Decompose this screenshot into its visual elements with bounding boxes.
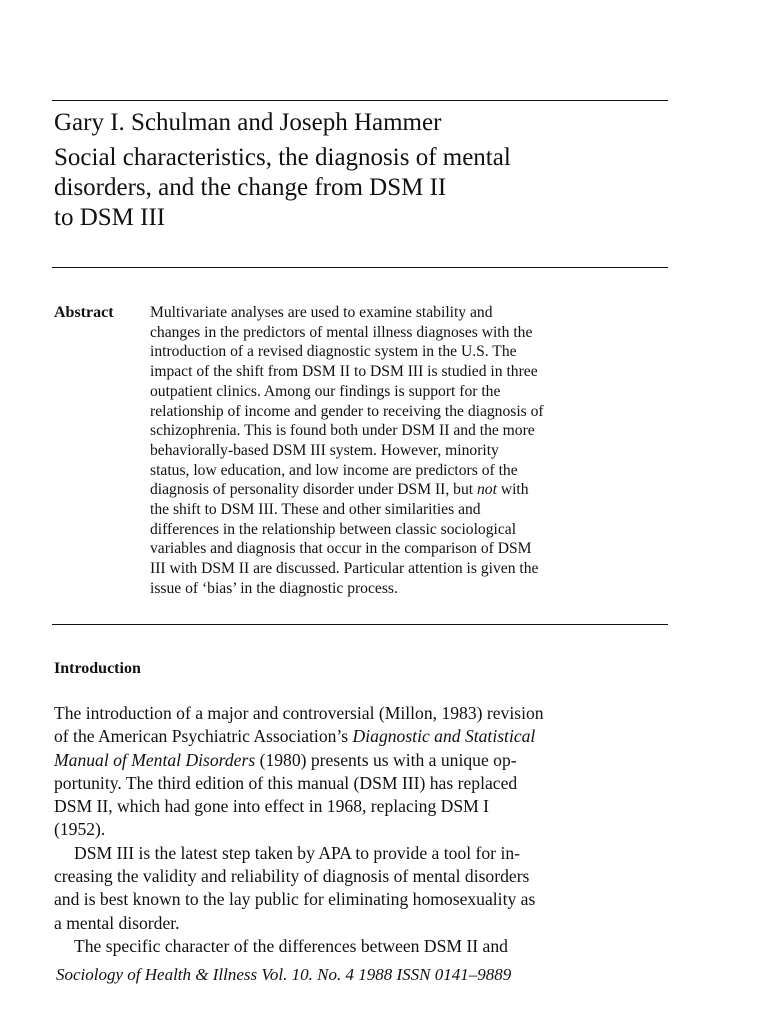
title-line: disorders, and the change from DSM II xyxy=(54,174,447,201)
abstract-line: impact of the shift from DSM II to DSM III is studied in three xyxy=(150,363,538,381)
manual-title-italic: Diagnostic and Statistical xyxy=(352,726,536,747)
abstract-line: issue of ‘bias’ in the diagnostic process. xyxy=(150,579,398,597)
abstract-text: with xyxy=(496,481,529,499)
intro-text: (1980) presents us with a unique op- xyxy=(255,749,517,770)
intro-line: The specific character of the differences between DSM II and xyxy=(74,935,508,956)
intro-line xyxy=(54,749,674,772)
intro-line: DSM II, which had gone into effect in 1968, replacing DSM I xyxy=(54,796,490,817)
abstract-body xyxy=(150,303,670,599)
intro-line: creasing the validity and reliability of diagnosis of mental disorders xyxy=(54,866,530,887)
article-authors: Gary I. Schulman and Joseph Hammer xyxy=(54,109,442,136)
abstract-line: behaviorally-based DSM III system. However, minority xyxy=(150,441,499,459)
manual-title-italic: Manual of Mental Disorders xyxy=(54,749,256,770)
top-divider xyxy=(52,100,668,101)
intro-line: portunity. The third edition of this manual (DSM III) has replaced xyxy=(54,772,518,793)
journal-citation: Sociology of Health & Illness Vol. 10. No. 4 1988 ISSN 0141–9889 xyxy=(56,965,512,984)
abstract-line: the shift to DSM III. These and other similarities and xyxy=(150,501,481,519)
abstract-text: diagnosis of personality disorder under DSM II, but xyxy=(150,481,477,499)
abstract-line xyxy=(150,480,670,500)
title-divider xyxy=(52,267,668,268)
abstract-line: III with DSM II are discussed. Particular attention is given the xyxy=(150,560,539,578)
abstract-line: relationship of income and gender to receiving the diagnosis of xyxy=(150,402,544,420)
abstract-line: changes in the predictors of mental illness diagnoses with the xyxy=(150,323,533,341)
intro-line xyxy=(54,725,674,748)
abstract-label: Abstract xyxy=(54,304,114,321)
abstract-line: introduction of a revised diagnostic system in the U.S. The xyxy=(150,343,517,361)
article-title xyxy=(54,143,694,233)
abstract-emphasis: not xyxy=(477,481,497,499)
intro-line: a mental disorder. xyxy=(54,912,180,933)
introduction-body xyxy=(54,702,674,958)
section-heading: Introduction xyxy=(54,660,141,677)
abstract-divider xyxy=(52,624,668,625)
abstract-line: schizophrenia. This is found both under DSM II and the more xyxy=(150,422,535,440)
abstract-line: variables and diagnosis that occur in the comparison of DSM xyxy=(150,540,532,558)
title-line: Social characteristics, the diagnosis of mental xyxy=(54,144,511,171)
abstract-line: Multivariate analyses are used to examine stability and xyxy=(150,304,493,321)
title-line: to DSM III xyxy=(54,204,166,231)
abstract-line: outpatient clinics. Among our findings is support for the xyxy=(150,382,501,400)
intro-line: The introduction of a major and controversial (Millon, 1983) revision xyxy=(54,703,544,723)
intro-line: DSM III is the latest step taken by APA to provide a tool for in- xyxy=(74,842,520,863)
intro-line: (1952). xyxy=(54,819,106,840)
abstract-line: differences in the relationship between classic sociological xyxy=(150,520,517,538)
abstract-line: status, low education, and low income are predictors of the xyxy=(150,461,518,479)
intro-text: of the American Psychiatric Association’s xyxy=(54,726,353,747)
intro-line: and is best known to the lay public for eliminating homosexuality as xyxy=(54,889,536,910)
